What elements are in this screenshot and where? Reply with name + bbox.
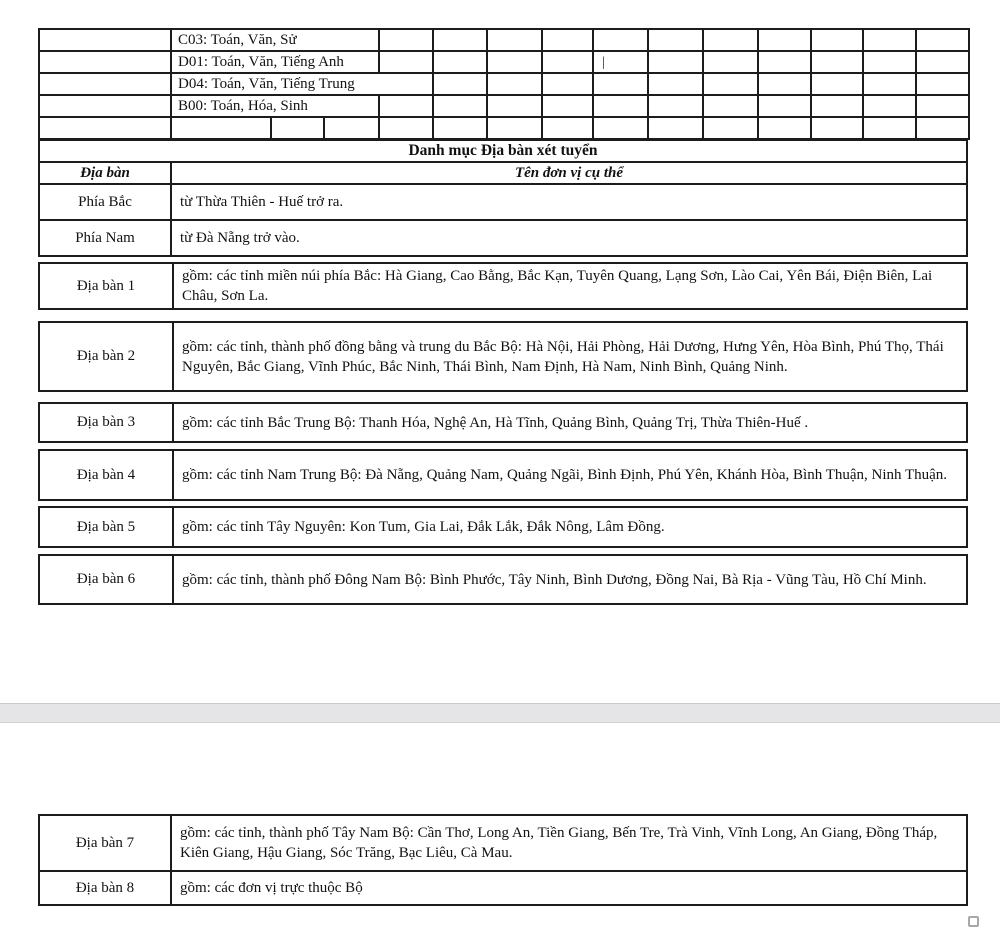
grid-cell[interactable] — [379, 95, 433, 117]
grid-cell[interactable] — [916, 95, 969, 117]
grid-cell[interactable] — [39, 117, 171, 139]
grid-cell[interactable] — [648, 51, 703, 73]
table-row — [39, 815, 967, 871]
grid-cell[interactable] — [487, 73, 542, 95]
grid-cell[interactable] — [542, 29, 593, 51]
grid-cell[interactable] — [758, 73, 811, 95]
grid-cell[interactable] — [39, 95, 171, 117]
table-row — [38, 554, 968, 605]
grid-cell[interactable] — [758, 29, 811, 51]
grid-cell[interactable] — [433, 73, 487, 95]
table-row — [39, 220, 967, 256]
grid-cell[interactable] — [271, 117, 324, 139]
grid-cell[interactable] — [39, 29, 171, 51]
section-title[interactable]: Danh mục Địa bàn xét tuyển — [39, 140, 967, 162]
table-row — [38, 449, 968, 501]
grid-cell[interactable] — [811, 29, 863, 51]
table-row — [38, 262, 968, 310]
grid-cell[interactable] — [487, 51, 542, 73]
grid-cell[interactable] — [863, 117, 916, 139]
grid-cell[interactable] — [648, 117, 703, 139]
grid-cell[interactable] — [433, 51, 487, 73]
region-value[interactable]: gồm: các tỉnh, thành phố Đông Nam Bộ: Bình Phước, Tây Ninh, Bình Dương, Đồng Nai, Bà Rịa - Vũng Tàu, Hồ Chí Minh. — [182, 571, 927, 588]
grid-cell[interactable] — [487, 117, 542, 139]
grid-cell[interactable] — [811, 95, 863, 117]
grid-cell[interactable] — [703, 51, 758, 73]
grid-cell[interactable] — [916, 51, 969, 73]
table-row — [39, 871, 967, 905]
region-value[interactable]: gồm: các tỉnh, thành phố đồng bằng và trung du Bắc Bộ: Hà Nội, Hải Phòng, Hải Dương, Hưng Yên, Hòa Bình, Phú Thọ, Thái Nguyên, Bắc Giang, Vĩnh Phúc, Bắc Ninh, Thái Bình, Nam Định, Hà Nam, Ninh Bình, Quảng Ninh. — [182, 338, 944, 375]
grid-cell[interactable] — [703, 73, 758, 95]
grid-cell[interactable] — [863, 51, 916, 73]
grid-cell[interactable] — [758, 95, 811, 117]
table-row — [39, 117, 969, 139]
table-row — [38, 321, 968, 392]
grid-cell[interactable] — [811, 117, 863, 139]
combo-code-cell[interactable]: B00: Toán, Hóa, Sinh — [171, 95, 379, 117]
region-table-page2 — [38, 814, 968, 906]
grid-cell[interactable] — [758, 51, 811, 73]
grid-cell[interactable] — [863, 29, 916, 51]
table-row — [38, 402, 968, 443]
grid-cell[interactable] — [648, 73, 703, 95]
grid-cell[interactable] — [39, 73, 171, 95]
region-value[interactable]: gồm: các tỉnh Nam Trung Bộ: Đà Nẵng, Quảng Nam, Quảng Ngãi, Bình Định, Phú Yên, Khánh Hòa, Bình Thuận, Ninh Thuận. — [182, 467, 948, 483]
grid-cell[interactable] — [916, 73, 969, 95]
region-label[interactable]: Địa bàn 6 — [40, 556, 174, 603]
grid-cell[interactable] — [703, 29, 758, 51]
table-row — [39, 51, 969, 73]
grid-cell[interactable] — [593, 95, 648, 117]
region-value[interactable]: gồm: các tỉnh Tây Nguyên: Kon Tum, Gia Lai, Đắk Lắk, Đắk Nông, Lâm Đồng. — [182, 519, 665, 535]
region-value[interactable]: gồm: các đơn vị trực thuộc Bộ — [171, 871, 967, 905]
region-label[interactable]: Địa bàn 2 — [40, 323, 174, 390]
region-value[interactable]: gồm: các tỉnh Bắc Trung Bộ: Thanh Hóa, Nghệ An, Hà Tĩnh, Quảng Bình, Quảng Trị, Thừa Thiên-Huế . — [182, 414, 809, 431]
grid-cell[interactable] — [542, 51, 593, 73]
table-row — [39, 95, 969, 117]
grid-cell[interactable] — [593, 51, 648, 73]
table-resize-handle[interactable] — [968, 916, 979, 927]
region-label[interactable]: Phía Nam — [39, 220, 171, 256]
region-label[interactable]: Địa bàn 7 — [39, 815, 171, 871]
region-value[interactable]: gồm: các tỉnh miền núi phía Bắc: Hà Giang, Cao Bằng, Bắc Kạn, Tuyên Quang, Lạng Sơn, Lào Cai, Yên Bái, Điện Biên, Lai Châu, Sơn La. — [182, 268, 933, 304]
grid-cell[interactable] — [542, 117, 593, 139]
region-value[interactable]: gồm: các tỉnh, thành phố Tây Nam Bộ: Cần Thơ, Long An, Tiền Giang, Bến Tre, Trà Vinh, Vĩnh Long, An Giang, Đồng Tháp, Kiên Giang, Hậu Giang, Sóc Trăng, Bạc Liêu, Cà Mau. — [171, 815, 967, 871]
grid-cell[interactable] — [379, 117, 433, 139]
grid-cell[interactable] — [863, 73, 916, 95]
grid-cell[interactable] — [324, 117, 379, 139]
grid-cell[interactable] — [758, 117, 811, 139]
page-break-separator — [0, 703, 1000, 723]
combo-code-cell[interactable]: D04: Toán, Văn, Tiếng Trung — [171, 73, 433, 95]
region-label[interactable]: Địa bàn 8 — [39, 871, 171, 905]
grid-cell[interactable] — [379, 29, 433, 51]
grid-cell[interactable] — [863, 95, 916, 117]
combo-table — [38, 28, 970, 140]
table-row — [39, 73, 969, 95]
combo-code-cell[interactable]: C03: Toán, Văn, Sử — [171, 29, 379, 51]
grid-cell[interactable] — [703, 95, 758, 117]
grid-cell[interactable] — [593, 73, 648, 95]
table-row — [39, 140, 967, 162]
grid-cell[interactable] — [916, 29, 969, 51]
region-label[interactable]: Địa bàn 5 — [40, 508, 174, 546]
grid-cell[interactable] — [648, 29, 703, 51]
grid-cell[interactable] — [703, 117, 758, 139]
grid-cell[interactable] — [542, 73, 593, 95]
grid-cell[interactable] — [916, 117, 969, 139]
grid-cell[interactable] — [379, 51, 433, 73]
grid-cell[interactable] — [811, 51, 863, 73]
grid-cell[interactable] — [433, 117, 487, 139]
table-row — [38, 506, 968, 548]
grid-cell[interactable] — [487, 29, 542, 51]
grid-cell[interactable] — [593, 29, 648, 51]
region-label[interactable]: Địa bàn 1 — [40, 264, 174, 308]
table-row — [39, 184, 967, 220]
combo-code-cell[interactable]: D01: Toán, Văn, Tiếng Anh — [171, 51, 379, 73]
region-label[interactable]: Địa bàn 3 — [40, 404, 174, 441]
region-value[interactable]: từ Đà Nẵng trở vào. — [171, 220, 967, 256]
region-label[interactable]: Phía Bắc — [39, 184, 171, 220]
region-value[interactable]: từ Thừa Thiên - Huế trở ra. — [171, 184, 967, 220]
grid-cell[interactable] — [487, 95, 542, 117]
grid-cell[interactable] — [433, 29, 487, 51]
grid-cell[interactable] — [648, 95, 703, 117]
column-header-dia-ban[interactable]: Địa bàn — [39, 162, 171, 184]
column-header-ten-don-vi[interactable]: Tên đơn vị cụ thể — [171, 162, 967, 184]
table-row — [39, 29, 969, 51]
region-table — [38, 139, 968, 257]
grid-cell[interactable] — [433, 95, 487, 117]
table-row — [39, 162, 967, 184]
grid-cell[interactable] — [593, 117, 648, 139]
region-label[interactable]: Địa bàn 4 — [40, 451, 174, 499]
grid-cell[interactable] — [811, 73, 863, 95]
grid-cell[interactable] — [542, 95, 593, 117]
text-cursor: | — [602, 55, 605, 70]
grid-cell[interactable] — [39, 51, 171, 73]
grid-cell[interactable] — [171, 117, 271, 139]
